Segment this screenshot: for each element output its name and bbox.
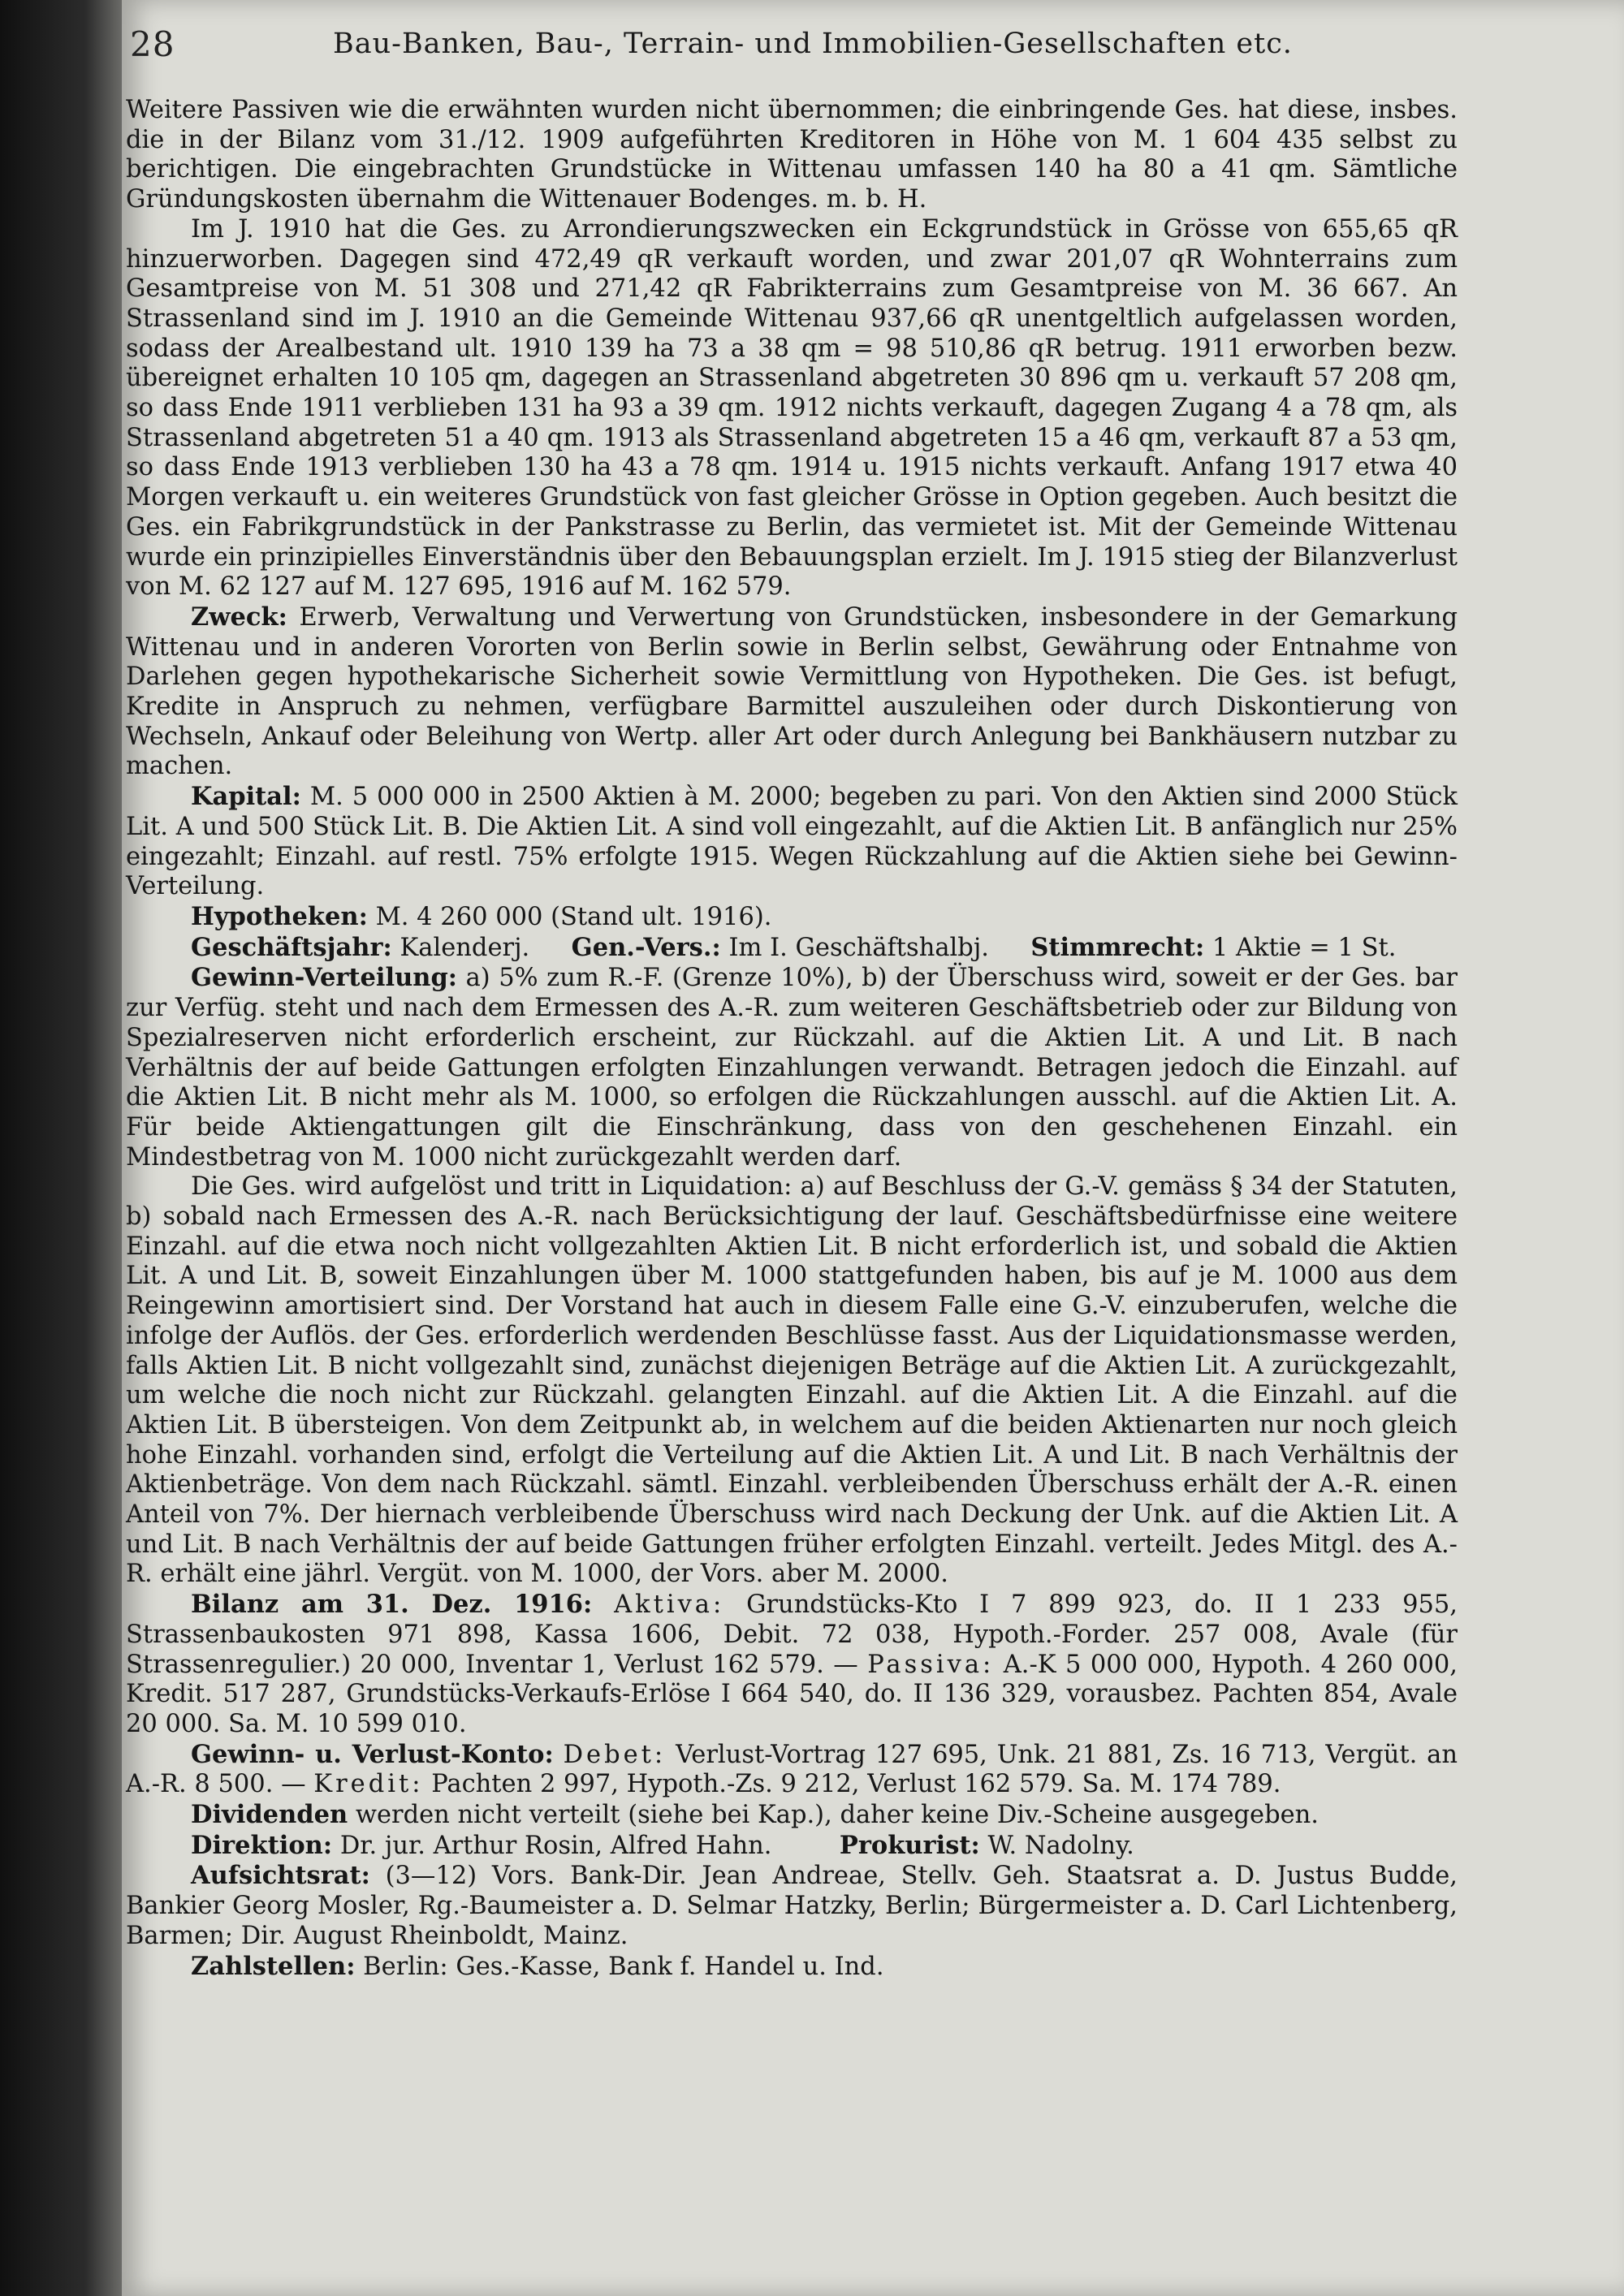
prokurist-label: Prokurist: (839, 1830, 980, 1860)
hypotheken-label: Hypotheken: (191, 901, 368, 931)
zweck-text: Erwerb, Verwaltung und Verwertung von Grundstücken, insbesondere in der Gemarkung Wittenau und in anderen Vororten von Berlin sowie in Berlin selbst, Gewährung oder Entnahme von Darlehen gegen hypothekarische Sicherheit sowie Vermittlung von Hypotheken. Die Ges. ist befugt, Kredite in Anspruch zu nehmen, verfügbare Barmittel auszuleihen oder durch Diskontierung von Wechseln, Ankauf oder Beleihung von Wertp. aller Art oder durch Anlegung bei Bankhäusern nutzbar zu machen. (126, 602, 1458, 781)
direktion-label: Direktion: (191, 1830, 333, 1860)
kapital-label: Kapital: (191, 782, 301, 812)
guv-label: Gewinn- u. Verlust-Konto: (191, 1739, 554, 1769)
scan-dark-margin (0, 0, 122, 2296)
paragraph-liquidation: Die Ges. wird aufgelöst und tritt in Liquidation: a) auf Beschluss der G.-V. gemäss § 34 der Statuten, b) sobald nach Ermessen des A.-R. nach Berücksichtigung der lauf. Geschäftsbedürfnisse eine weitere Einzahl. auf die etwa noch nicht vollgezahlten Aktien Lit. B nicht erforderlich ist, und sobald die Aktien Lit. A und Lit. B, soweit Einzahlungen über M. 1000 stattgefunden haben, bis auf je M. 1000 aus dem Reingewinn amortisiert sind. Der Vorstand hat auch in diesem Falle eine G.-V. einzuberufen, welche die infolge der Auflös. der Ges. erforderlich werdenden Beschlüsse fasst. Aus der Liquidationsmasse werden, falls Aktien Lit. B nicht vollgezahlt sind, zunächst diejenigen Beträge auf die Aktien Lit. A zurückgezahlt, um welche die noch nicht zur Rückzahl. gelangten Einzahl. auf die Aktien Lit. A die Einzahl. auf die Aktien Lit. B übersteigen. Von dem Zeitpunkt ab, in welchem auf die beiden Aktienarten nur noch gleich hohe Einzahl. vorhanden sind, erfolgt die Verteilung auf die Aktien Lit. A und Lit. B nach Verhältnis der Aktienbeträge. Von dem nach Rückzahl. sämtl. Einzahl. verbleibenden Überschuss erhält der A.-R. einen Anteil von 7%. Der hiernach verbleibende Überschuss wird nach Deckung der Unk. auf die Aktien Lit. A und Lit. B nach Verhältnis der auf beide Gattungen früher erfolgten Einzahl. verteilt. Jedes Mitgl. des A.-R. erhält eine jährl. Vergüt. von M. 1000, der Vors. aber M. 2000. (126, 1172, 1458, 1589)
paragraph-direktion (126, 1831, 1458, 1862)
hypotheken-text: M. 4 260 000 (Stand ult. 1916). (375, 902, 772, 931)
stimmrecht-label: Stimmrecht: (1030, 932, 1205, 962)
bilanz-label: Bilanz am 31. Dez. 1916: (191, 1590, 593, 1620)
paragraph-kapital (126, 782, 1458, 902)
genvers-text: Im I. Geschäftshalbj. (728, 933, 989, 962)
paragraph-passiven: Weitere Passiven wie die erwähnten wurden nicht übernommen; die einbringende Ges. hat diese, insbes. die in der Bilanz vom 31./12. 1909 aufgeführten Kreditoren in Höhe von M. 1 604 435 selbst zu berichtigen. Die eingebrachten Grundstücke in Wittenau umfassen 140 ha 80 a 41 qm. Sämtliche Gründungskosten übernahm die Wittenauer Bodenges. m. b. H. (126, 96, 1458, 214)
guv-kredit-text: Pachten 2 997, Hypoth.-Zs. 9 212, Verlust 162 579. Sa. M. 174 789. (431, 1770, 1281, 1799)
dividenden-text: werden nicht verteilt (siehe bei Kap.), daher keine Div.-Scheine ausgegeben. (355, 1801, 1319, 1830)
direktion-text: Dr. jur. Arthur Rosin, Alfred Hahn. (339, 1831, 772, 1860)
bilanz-passiva-text: A.-K 5 000 000, Hypoth. 4 260 000, Kredit. 517 287, Grundstücks-Verkaufs-Erlöse I 664 540, do. II 136 329, vorausbez. Pachten 854, Avale 20 000. Sa. M. 10 599 010. (126, 1650, 1458, 1738)
paragraph-guv (126, 1740, 1458, 1800)
bilanz-passiva-label: Passiva: (867, 1650, 995, 1679)
aufsichtsrat-label: Aufsichtsrat: (191, 1861, 370, 1891)
zweck-label: Zweck: (191, 602, 287, 632)
geschaeftsjahr-text: Kalenderj. (400, 933, 530, 962)
paragraph-dividenden (126, 1800, 1458, 1831)
stimmrecht-text: 1 Aktie = 1 St. (1212, 933, 1397, 962)
paragraph-aufsichtsrat (126, 1861, 1458, 1951)
aufsichtsrat-text: (3—12) Vors. Bank-Dir. Jean Andreae, Stellv. Geh. Staatsrat a. D. Justus Budde, Bankier Georg Mosler, Rg.-Baumeister a. D. Selmar Hatzky, Berlin; Bürgermeister a. D. Carl Lichtenberg, Barmen; Dir. August Rheinboldt, Mainz. (126, 1862, 1458, 1950)
genvers-label: Gen.-Vers.: (571, 932, 721, 962)
guv-debet-label: Debet: (563, 1740, 667, 1769)
prokurist-text: W. Nadolny. (987, 1831, 1134, 1860)
bilanz-aktiva-text: Grundstücks-Kto I 7 899 923, do. II 1 233 955, Strassenbaukosten 971 898, Kassa 1606, Debit. 72 038, Hypoth.-Forder. 257 008, Avale (für Strassenregulier.) 20 000, Inventar 1, Verlust 162 579. — (126, 1590, 1458, 1679)
paragraph-zahlstellen (126, 1952, 1458, 1983)
article-body (126, 96, 1458, 1982)
zahlstellen-text: Berlin: Ges.-Kasse, Bank f. Handel u. Ind. (363, 1952, 884, 1981)
guv-debet-text: Verlust-Vortrag 127 695, Unk. 21 881, Zs. 16 713, Vergüt. an A.-R. 8 500. — (126, 1740, 1458, 1799)
paragraph-hypotheken (126, 902, 1458, 933)
zahlstellen-label: Zahlstellen: (191, 1951, 356, 1981)
paragraph-bilanz (126, 1590, 1458, 1740)
guv-kredit-label: Kredit: (313, 1770, 424, 1799)
running-head: Bau-Banken, Bau-, Terrain- und Immobilien-Gesellschaften etc. (333, 28, 1293, 60)
paragraph-gewinn (126, 963, 1458, 1172)
dividenden-label: Dividenden (191, 1800, 348, 1830)
paragraph-zweck (126, 602, 1458, 782)
gewinn-text: a) 5% zum R.-F. (Grenze 10%), b) der Überschuss wird, soweit er der Ges. bar zur Verfüg. steht und nach dem Ermessen des A.-R. zum weiteren Geschäftsbetrieb oder zur Bildung von Spezialreserven nicht erforderlich erscheint, zur Rückzahl. auf die Aktien Lit. A und Lit. B nach Verhältnis der auf beide Gattungen erfolgten Einzahlungen verwandt. Betragen jedoch die Einzahl. auf die Aktien Lit. B nicht mehr als M. 1000, so erfolgen die Rückzahlungen ausschl. auf die Aktien Lit. A. Für beide Aktiengattungen gilt die Einschränkung, dass von den geschehenen Einzahl. ein Mindestbetrag von M. 1000 nicht zurückgezahlt werden darf. (126, 964, 1458, 1172)
bilanz-aktiva-label: Aktiva: (614, 1590, 725, 1620)
gewinn-label: Gewinn-Verteilung: (191, 963, 458, 993)
paragraph-areal: Im J. 1910 hat die Ges. zu Arrondierungszwecken ein Eckgrundstück in Grösse von 655,65 qR hinzuerworben. Dagegen sind 472,49 qR verkauft worden, und zwar 201,07 qR Wohnterrains zum Gesamtpreise von M. 51 308 und 271,42 qR Fabrikterrains zum Gesamtpreise von M. 36 667. An Strassenland sind im J. 1910 an die Gemeinde Wittenau 937,66 qR unentgeltlich aufgelassen worden, sodass der Arealbestand ult. 1910 139 ha 73 a 38 qm = 98 510,86 qR betrug. 1911 erworben bezw. übereignet erhalten 10 105 qm, dagegen an Strassenland abgetreten 30 896 qm u. verkauft 57 208 qm, so dass Ende 1911 verblieben 131 ha 93 a 39 qm. 1912 nichts verkauft, dagegen Zugang 4 a 78 qm, als Strassenland abgetreten 51 a 40 qm. 1913 als Strassenland abgetreten 15 a 46 qm, verkauft 87 a 53 qm, so dass Ende 1913 verblieben 130 ha 43 a 78 qm. 1914 u. 1915 nichts verkauft. Anfang 1917 etwa 40 Morgen verkauft u. ein weiteres Grundstück von fast gleicher Grösse in Option gegeben. Auch besitzt die Ges. ein Fabrikgrundstück in der Pankstrasse zu Berlin, das vermietet ist. Mit der Gemeinde Wittenau wurde ein prinzipielles Einverständnis über den Bebauungsplan erzielt. Im J. 1915 stieg der Bilanzverlust von M. 62 127 auf M. 127 695, 1916 auf M. 162 579. (126, 214, 1458, 602)
page-number: 28 (130, 24, 175, 64)
kapital-text: M. 5 000 000 in 2500 Aktien à M. 2000; begeben zu pari. Von den Aktien sind 2000 Stück Lit. A und 500 Stück Lit. B. Die Aktien Lit. A sind voll eingezahlt, auf die Aktien Lit. B anfänglich nur 25% eingezahlt; Einzahl. auf restl. 75% erfolgte 1915. Wegen Rückzahlung auf die Aktien siehe bei Gewinn-Verteilung. (126, 783, 1458, 901)
paragraph-geschaeftsjahr (126, 933, 1458, 964)
geschaeftsjahr-label: Geschäftsjahr: (191, 932, 392, 962)
